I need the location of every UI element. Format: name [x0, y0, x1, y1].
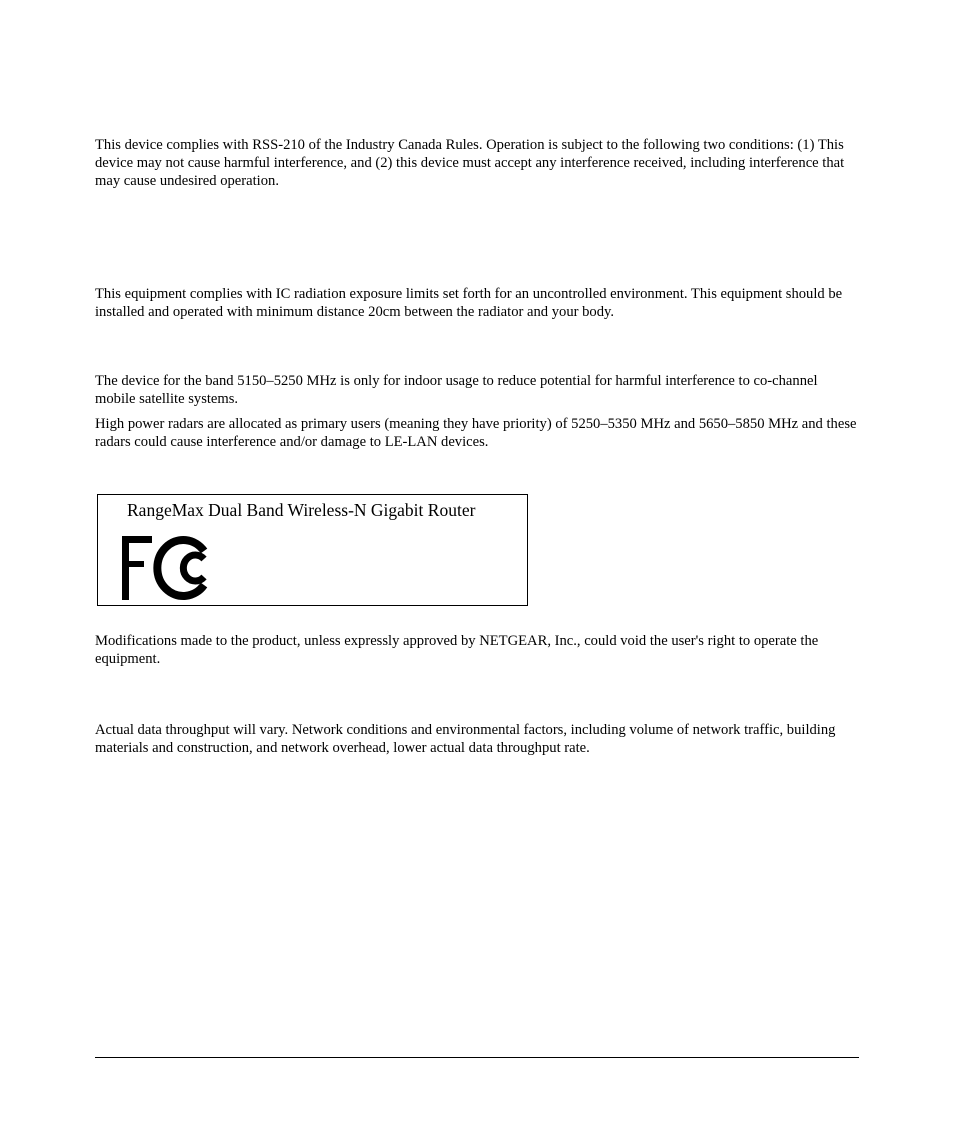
product-name: RangeMax Dual Band Wireless-N Gigabit Router — [127, 500, 476, 520]
indoor-usage-paragraph: The device for the band 5150–5250 MHz is only for indoor usage to reduce potential for harmful interference to co-channel mobile satellite systems. — [95, 373, 818, 407]
fcc-label-box — [97, 494, 528, 606]
footer-divider — [95, 1057, 859, 1058]
industry-canada-paragraph: This device complies with RSS-210 of the Industry Canada Rules. Operation is subject to the following two conditions: (1) This device may not cause harmful interference, and (2) this device must accept any interference received, including interference that may cause undesired operation. — [95, 137, 845, 189]
high-power-radars-paragraph: High power radars are allocated as primary users (meaning they have priority) of 5250–5350 MHz and 5650–5850 MHz and these radars could cause interference and/or damage to LE-LAN devices. — [95, 416, 857, 450]
modifications-paragraph: Modifications made to the product, unless expressly approved by NETGEAR, Inc., could void the user's right to operate the equipment. — [95, 633, 819, 667]
radiation-exposure-paragraph: This equipment complies with IC radiation exposure limits set forth for an uncontrolled environment. This equipment should be installed and operated with minimum distance 20cm between the radiator and your body. — [95, 286, 843, 320]
fcc-logo-icon — [122, 535, 214, 601]
throughput-paragraph: Actual data throughput will vary. Network conditions and environmental factors, including volume of network traffic, building materials and construction, and network overhead, lower actual data throughput rate. — [95, 722, 836, 756]
